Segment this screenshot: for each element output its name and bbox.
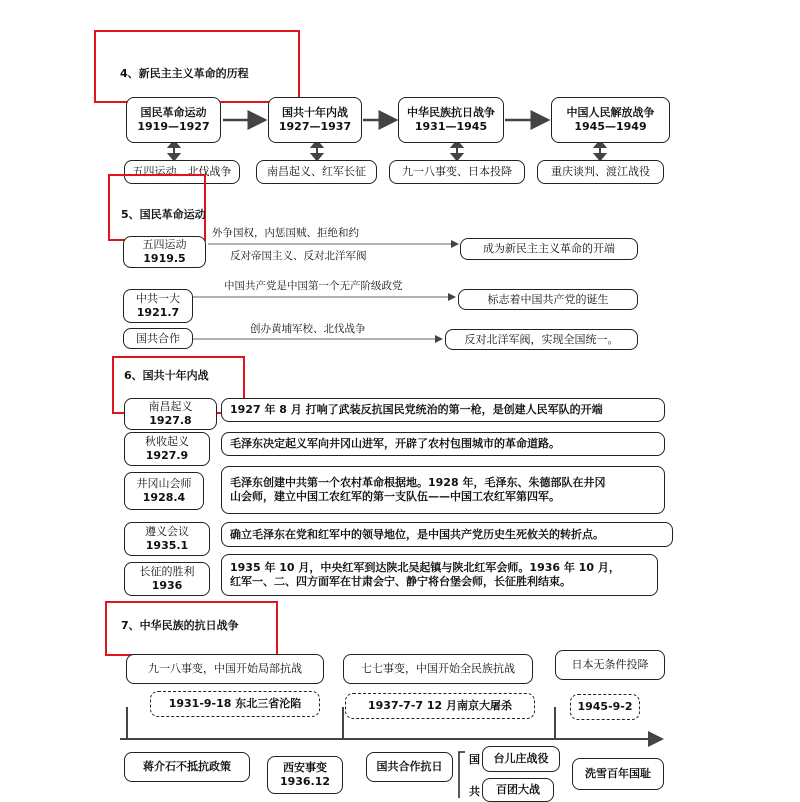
section-4-heading: 4、新民主主义革命的历程 — [120, 67, 249, 80]
event-box: 秋收起义 1927.9 — [124, 432, 210, 466]
event-box: 西安事变 1936.12 — [267, 756, 343, 794]
date-box: 1937-7-7 12 月南京大屠杀 — [345, 693, 535, 719]
section-7-heading: 7、中华民族的抗日战争 — [121, 619, 239, 632]
event-description: 1935 年 10 月，中央红军到达陕北吴起镇与陕北红军会师。1936 年 10 月， 红军一、二、四方面军在甘肃会宁、静宁将台堡会师，长征胜利结束。 — [221, 554, 658, 596]
event-box: 南昌起义 1927.8 — [124, 398, 217, 430]
event-description: 确立毛泽东在党和红军中的领导地位，是中国共产党历史生死攸关的转折点。 — [221, 522, 673, 547]
period-box: 七七事变，中国开始全民族抗战 — [343, 654, 533, 684]
event-note: 反对帝国主义、反对北洋军阀 — [230, 250, 367, 262]
event-box: 长征的胜利 1936 — [124, 562, 210, 596]
section-6-heading: 6、国共十年内战 — [124, 369, 209, 382]
bracket-label: 共 — [469, 785, 480, 798]
bracket-label: 国 — [469, 753, 480, 766]
result-box: 成为新民主主义革命的开端 — [460, 238, 638, 260]
event-box: 蒋介石不抵抗政策 — [124, 752, 250, 782]
stage-events: 九一八事变、日本投降 — [389, 160, 525, 184]
date-box: 1945-9-2 — [570, 694, 640, 720]
period-box: 日本无条件投降 — [555, 650, 665, 680]
event-description: 毛泽东决定起义军向井冈山进军，开辟了农村包围城市的革命道路。 — [221, 432, 665, 456]
result-box: 反对北洋军阀，实现全国统一。 — [445, 329, 638, 350]
date-box: 1931-9-18 东北三省沦陷 — [150, 691, 320, 717]
stage-box: 国共十年内战 1927—1937 — [268, 97, 362, 143]
stage-events: 五四运动、北伐战争 — [124, 160, 240, 184]
event-box: 国共合作 — [123, 328, 193, 349]
event-note: 中国共产党是中国第一个无产阶级政党 — [224, 280, 403, 292]
event-note: 创办黄埔军校、北伐战争 — [250, 323, 366, 335]
battle-box: 百团大战 — [482, 778, 554, 802]
stage-events: 重庆谈判、渡江战役 — [537, 160, 664, 184]
event-description: 毛泽东创建中共第一个农村革命根据地。1928 年，毛泽东、朱德部队在井冈 山会师，建立中国工农红军的第一支队伍——中国工农红军第四军。 — [221, 466, 665, 514]
event-description: 1927 年 8 月 打响了武装反抗国民党统治的第一枪，是创建人民军队的开端 — [221, 398, 665, 422]
stage-box: 中国人民解放战争 1945—1949 — [551, 97, 670, 143]
stage-events: 南昌起义、红军长征 — [256, 160, 377, 184]
period-box: 九一八事变，中国开始局部抗战 — [126, 654, 324, 684]
result-box: 标志着中国共产党的诞生 — [458, 289, 638, 310]
event-note: 外争国权，内惩国贼、拒绝和约 — [212, 227, 359, 239]
section-5-heading: 5、国民革命运动 — [121, 208, 206, 221]
event-box: 洗雪百年国耻 — [572, 758, 664, 790]
battle-box: 台儿庄战役 — [482, 746, 560, 772]
event-box: 五四运动 1919.5 — [123, 236, 206, 268]
event-box: 井冈山会师 1928.4 — [124, 472, 204, 510]
stage-box: 中华民族抗日战争 1931—1945 — [398, 97, 504, 143]
event-box: 遵义会议 1935.1 — [124, 522, 210, 556]
stage-box: 国民革命运动 1919—1927 — [126, 97, 221, 143]
event-box: 中共一大 1921.7 — [123, 289, 193, 323]
event-box: 国共合作抗日 — [366, 752, 453, 782]
